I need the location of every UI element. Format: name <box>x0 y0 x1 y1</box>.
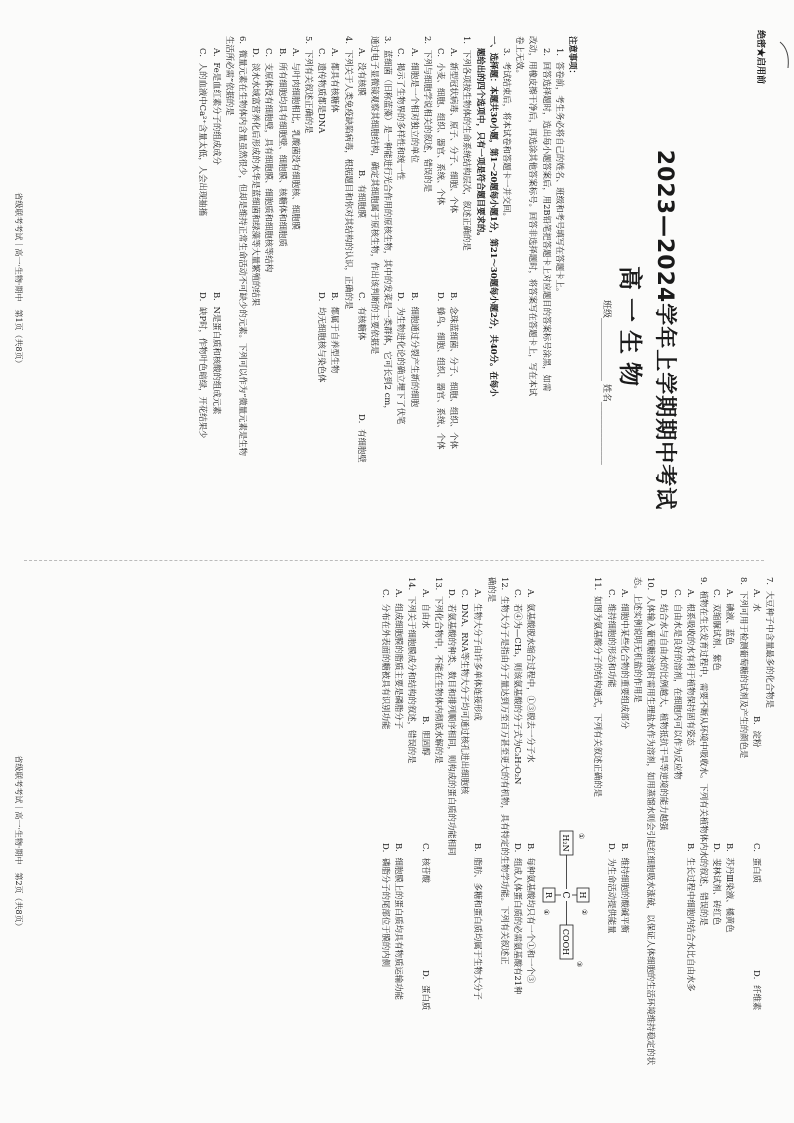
option: C．小麦、细胞、组织、器官、系统、个体 <box>435 48 446 206</box>
amino-acid-structure-diagram <box>541 827 591 977</box>
option: C．核苷酸 <box>420 843 431 883</box>
question-9-options <box>684 577 697 1097</box>
option: C．自由水是良好的溶剂，在细胞内可以作为反应物 <box>672 589 683 780</box>
option: D．磷脂分子的尾部位于膜的内侧 <box>380 843 391 967</box>
option: D．若氨基酸的种类、数目和排列顺序相同，则构成的蛋白质的功能相同 <box>446 589 457 856</box>
option: A．生物大分子由许多单体连接形成 <box>473 589 484 721</box>
option: C．双缩脲试剂、紫色 <box>712 589 723 671</box>
option: D．有细胞壁 <box>356 414 367 463</box>
option: C．分布在外表面的糖被具有识别功能 <box>380 589 391 730</box>
option: D．为生物进化论的确立埋下了伏笔 <box>396 292 407 425</box>
label-1: ① <box>577 833 586 840</box>
question-6-stem: 6．微量元素在生物体内含量虽然很少，但却是维持正常生命活动不可缺少的元素。下列可以作为“微量元素是生物 <box>237 36 248 456</box>
question-4-options <box>315 36 341 536</box>
question-2-options <box>394 36 420 536</box>
option: D．纤维素 <box>751 970 762 1011</box>
option: B．有细胞膜 <box>356 170 367 219</box>
option: C．有核糖体 <box>356 292 367 341</box>
option: D．斐林试剂、砖红色 <box>712 843 723 926</box>
question-14-options <box>379 577 405 1097</box>
notice-line: 1．答卷前，考生务必将自己的姓名、班级和考号填写在答题卡上。 <box>554 48 565 297</box>
question-8-options <box>710 577 736 1097</box>
notice-line: 改动，用橡皮擦干净后，再选涂其他答案标号。回答非选择题时，将答案写在答题卡上，写在本试 <box>528 36 539 397</box>
notice-line: 3．考试结束后，将本试卷和答题卡一并交回。 <box>501 48 512 221</box>
exam-title: 2023—2024学年上学期期中考试 <box>652 149 677 511</box>
option: C．揭示了生物界的多样性和统一性 <box>396 48 407 181</box>
option: B．所有细胞均具有细胞壁、细胞膜、核糖体和细胞质 <box>277 48 288 247</box>
question-8-stem: 8．下列可用于检测葡萄糖的试剂及产生的颜色是 <box>738 577 749 759</box>
label-2: ② <box>580 909 589 916</box>
question-10-stem-cont: 态。上述实例说明无机盐的作用是 <box>632 577 643 703</box>
option: B．念珠蓝细菌、分子、细胞、组织、个体 <box>449 292 460 449</box>
label-3: ③ <box>575 961 584 968</box>
notice-line: 卷上无效。 <box>515 36 526 78</box>
option: C．维持细胞的形态和功能 <box>606 589 617 688</box>
option: B．每种氨基酸均只有一个①和一个③ <box>526 843 537 984</box>
option: C．DNA、RNA等生物大分子均可通过核孔进出细胞核 <box>460 589 471 795</box>
page2-content <box>379 577 776 1097</box>
question-3-options <box>355 36 368 536</box>
page-footer: 省级联考考试｜高一·生物·期中 第2页（共8页） <box>14 755 23 931</box>
option: D．均无细胞核与染色体 <box>317 292 328 383</box>
question-6-options <box>196 36 222 536</box>
option: B．苏丹Ⅲ染液、橘黄色 <box>725 843 736 933</box>
option: D．缺P时，作物叶色暗绿，开花结果少 <box>198 292 209 439</box>
option: C．若④为—CH₃，则该氨基酸的分子式为C₃H₇O₂N <box>512 589 523 785</box>
option: D．为生命活动提供能量 <box>606 843 617 934</box>
question-3-stem: 3．蓝细菌（旧称蓝藻）是一种能进行光合作用的原核生物，其中的发菜是一类群体，它可长到2 cm， <box>383 36 394 414</box>
class-label: 班级 <box>601 300 611 319</box>
label-4: ④ <box>542 909 551 916</box>
alpha-carbon: C <box>560 891 571 899</box>
option: A．与叶肉细胞相比，乳酸菌没有细胞核、细胞膜 <box>290 48 301 230</box>
question-4-stem: 4．下列关于人类免疫缺陷病毒，根据题目和你对其结构的认识，正确的是 <box>343 36 354 310</box>
option: A．组成细胞膜的脂质主要是磷脂分子 <box>394 589 405 730</box>
r-group: R <box>544 891 554 899</box>
question-7-stem: 7．大豆种子中含量最多的化合物是 <box>765 577 775 708</box>
fold-line <box>24 560 764 562</box>
option: D．结合水与自由水的比例越大，植物抵抗干旱等逆境的能力越强 <box>659 589 670 831</box>
exam-page-2 <box>0 563 794 1123</box>
question-11-stem: 11．如图为氨基酸分子的结构通式，下列有关叙述正确的是 <box>593 577 604 798</box>
option: C．蛋白质 <box>751 843 762 883</box>
question-1-options <box>434 36 460 536</box>
option: C．遗传物质都是DNA <box>317 48 328 134</box>
question-12-stem: 12．生物大分子是指由分子量达到万至百万甚至更大的有机物，具有特定的生物学功能。下列有关叙述正 <box>499 577 510 965</box>
question-9-stem: 9．植物在生长发育过程中，需要不断从环境中吸收水。下列有关植物体内水的叙述，错误的是 <box>698 577 709 926</box>
section-heading: 题给出的四个选项中，只有一项是符合题目要求的。 <box>475 48 486 241</box>
question-12-options <box>471 577 484 1097</box>
option: A．都具有核糖体 <box>330 48 341 113</box>
question-13-stem: 13．下列化合物中，不能在生物体内彻底水解的是 <box>433 577 444 764</box>
question-10-stem: 10．人体输入葡萄糖溶液时需用生理盐水作为溶剂，如用蒸馏水则会引起红细胞吸水涨破，以保证人体细胞的生活环境维持稳定的状 <box>646 577 657 1066</box>
option: B．生长过程中细胞内结合水比自由水多 <box>685 843 696 992</box>
question-12-stem-cont: 确的是 <box>486 577 497 603</box>
option: B．细胞膜上的蛋白质均具有物质运输功能 <box>394 843 405 1000</box>
name-label: 姓名 <box>601 383 611 402</box>
option: D．淡水水域富营养化后形成的水华是蓝细菌和绿藻等大量繁殖的结果 <box>251 48 262 306</box>
option: B．脂肪、多糖和蛋白质均属于生物大分子 <box>473 843 484 1000</box>
option: A．细胞中某些化合物的重要组成部分 <box>619 589 630 730</box>
option: B．细胞通过分裂产生新的细胞 <box>409 292 420 408</box>
question-3-stem-cont: 通过电子显微镜观察其细胞结构，确定其细胞属于原核生物，作出该判断的主要依据是 <box>369 36 380 355</box>
option: B．N是蛋白质和核酸的组成元素 <box>211 292 222 415</box>
amino-acid-figure-row <box>537 577 591 1097</box>
option: B．都属于自养型生物 <box>330 292 341 374</box>
question-6-stem-cont: 生活所必需”依据的是 <box>224 36 235 116</box>
section-heading: 一、选择题：本题共30小题，第1～20题每小题1分，第21～30题每小题2分，共40分。在每小 <box>488 36 499 397</box>
option: A．细胞是一个相对独立的单位 <box>409 48 420 163</box>
option: C．支原体没有细胞壁，具有细胞膜、细胞质和细胞核等结构 <box>264 48 275 273</box>
question-13-options <box>418 577 431 1097</box>
question-1-stem: 1．下列各项按生物体的生命系统结构层次，叙述正确的是 <box>462 36 473 251</box>
page1-content <box>196 36 579 536</box>
option: B．胆固醇 <box>420 716 431 756</box>
question-2-stem: 2．下列与细胞学说相关的叙述，错误的是 <box>422 36 433 193</box>
option: D．蛋白质 <box>420 970 431 1011</box>
confidential-tag: 绝密★启用前 <box>755 30 765 85</box>
question-7-options <box>750 577 763 1097</box>
h2n-group: H₂N <box>561 834 571 852</box>
question-14-stem: 14．下列关于细胞膜成分和结构的叙述，错误的是 <box>407 577 418 764</box>
page-footer: 省级联考考试｜高一·生物·期中 第1页（共8页） <box>14 192 23 368</box>
class-name-line: 班级______________ 姓名______________ <box>601 300 611 465</box>
option: C．人的血液中Ca²⁺含量太低，人会出现抽搐 <box>198 48 209 216</box>
option: D．组成人体蛋白质的必需氨基酸有21种 <box>512 843 523 995</box>
option: A．自由水 <box>420 589 431 629</box>
notice-line: 2．回答选择题时，选出每小题答案后，用2B铅笔把答题卡上对应题目的答案标号涂黑，如需 <box>541 48 552 392</box>
question-5-stem: 5．下列有关叙述正确的是 <box>303 36 314 134</box>
option: B．淀粉 <box>751 716 762 748</box>
pen-mark-icon <box>778 40 792 70</box>
option: B．维持细胞的酸碱平衡 <box>619 843 630 933</box>
option: A．新型冠状病毒、原子、分子、细胞、个体 <box>449 48 460 214</box>
option: A．Fe是血红素分子的组成成分 <box>211 48 222 165</box>
question-10-options <box>604 577 630 1097</box>
notice-title: 注意事项： <box>568 36 578 78</box>
option: A．没有核膜 <box>356 48 367 96</box>
question-11-options <box>511 577 537 1097</box>
option: A．碘液、蓝色 <box>725 589 736 646</box>
option: D．蜂鸟、细胞、组织、器官、系统、个体 <box>435 292 446 450</box>
cooh-group: COOH <box>561 928 571 956</box>
option: A．根系吸收的水有利于植物保持固有姿态 <box>685 589 696 746</box>
option: A．氨基酸脱水缩合过程中，①③脱去一分子水 <box>526 589 537 763</box>
exam-subject: 高一生物 <box>616 266 644 394</box>
h-atom: H <box>578 891 588 899</box>
exam-page-1 <box>0 0 794 560</box>
option: A．水 <box>751 589 762 612</box>
